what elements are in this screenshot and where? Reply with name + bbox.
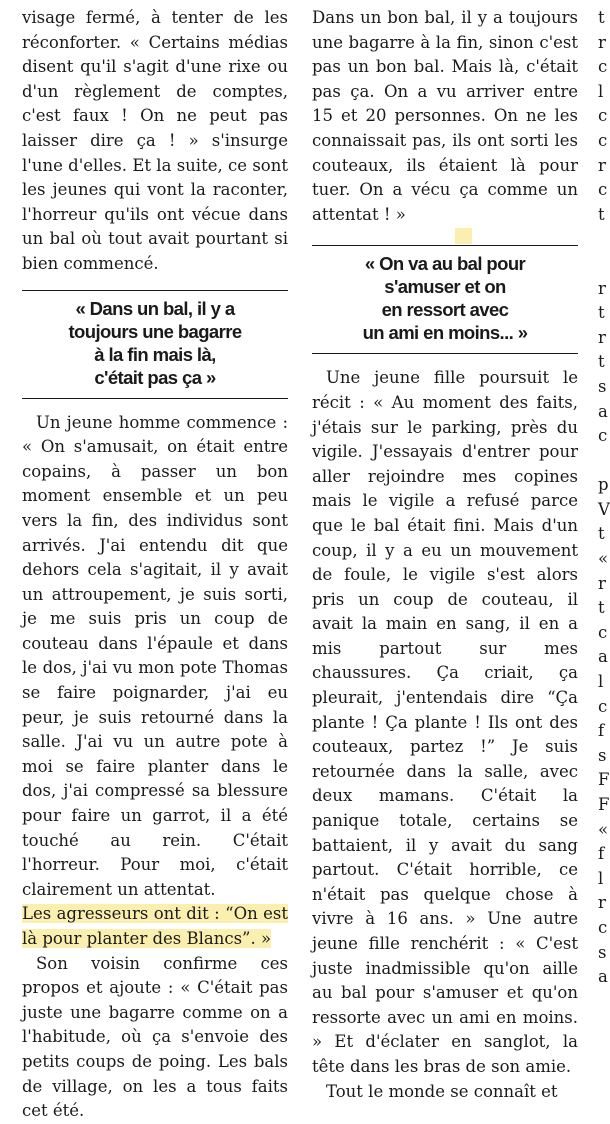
pull-quote-line: c'était pas ça »: [94, 366, 216, 388]
cropped-line-start: t: [598, 303, 605, 323]
cropped-line-start: V: [598, 499, 610, 519]
pull-quote-line: s'amuser et on: [384, 276, 506, 298]
cropped-line-start: f: [598, 721, 605, 741]
pull-quote-line: en ressort avec: [381, 299, 509, 321]
cropped-line-start: F: [598, 770, 610, 790]
cropped-line-start: s: [598, 942, 607, 962]
pull-quote-line: « On va au bal pour: [364, 253, 526, 275]
cropped-line-start: r: [598, 327, 606, 347]
pull-quote-line: un ami en moins... »: [362, 322, 528, 344]
cropped-line-start: p: [598, 475, 609, 495]
cropped-line-start: a: [598, 647, 608, 667]
cropped-line-start: l: [598, 672, 604, 692]
pull-quote-line: « Dans un bal, il y a: [75, 297, 235, 319]
cropped-line-start: [598, 227, 607, 252]
cropped-line-start: t: [598, 204, 605, 224]
cropped-line-start: s: [598, 376, 607, 396]
paragraph: Un jeune homme commence : « On s'amusait, on était entre copains, à passer un bon moment ensemble et un peu vers la fin, des individus sont arrivés. J'ai entendu dit que dehors cela s'agitait, il y avait un attroupement, je suis sorti, je me suis pris un coup de couteau dans l'épaule et dans le dos, j'ai vu mon pote Thomas se faire poignarder, j'ai eu peur, je suis retourné dans la salle. J'ai vu un autre pote à moi se faire planter dans le dos, j'ai compressé sa blessure pour faire un garrot, il a été touché au rein. C'était l'horreur. Pour moi, c'était clairement un attentat.: [22, 412, 288, 899]
cropped-line-start: t: [598, 598, 605, 618]
column-1: [22, 6, 288, 1124]
cropped-line-start: c: [598, 426, 608, 446]
cropped-line-start: f: [598, 844, 605, 864]
highlighted-quote: Les agresseurs ont dit : “On est là pour planter des Blancs”. »: [22, 904, 288, 948]
cropped-line-start: l: [598, 81, 604, 101]
cropped-line-start: s: [598, 745, 607, 765]
paragraph: Son voisin confirme ces propos et ajoute : « C'était pas juste une bagarre comme on a l'habitude, où ça s'envoie des petits coups de poing. Les bals de village, on les a tous faits cet été.: [22, 953, 288, 1121]
cropped-line-start: c: [598, 917, 608, 937]
cropped-line-start: a: [598, 967, 608, 987]
pull-quote-line: à la fin mais là,: [94, 343, 216, 365]
cropped-line-start: r: [598, 278, 606, 298]
cropped-line-start: «: [598, 819, 609, 839]
cropped-line-start: c: [598, 57, 608, 77]
column-3-cropped: [598, 6, 610, 990]
cropped-line-start: l: [598, 868, 604, 888]
cropped-line-start: c: [598, 622, 608, 642]
column-2: [312, 6, 578, 1104]
paragraph: Tout le monde se connaît et: [326, 1081, 558, 1101]
cropped-line-start: t: [598, 8, 605, 27]
cropped-line-start: t: [598, 524, 605, 544]
paragraph: Dans un bon bal, il y a toujours une bagarre à la fin, sinon c'est pas un bon bal. Mais là, c'était pas ça. On a vu arriver entre 15 et 20 personnes. On ne les connaissait pas, ils ont sorti les couteaux, ils étaient là pour tuer. On a vécu ça comme un attentat ! »: [312, 8, 578, 224]
cropped-line-start: r: [598, 573, 606, 593]
cropped-line-start: F: [598, 795, 610, 814]
cropped-line-start: r: [598, 893, 606, 913]
cropped-line-start: c: [598, 180, 608, 200]
cropped-line-start: «: [598, 549, 609, 569]
cropped-line-start: c: [598, 696, 608, 716]
pull-quote: [312, 245, 578, 354]
cropped-line-start: r: [598, 32, 606, 52]
cropped-line-start: t: [598, 352, 605, 372]
cropped-line-start: r: [598, 155, 606, 175]
cropped-line-start: [598, 449, 607, 474]
cropped-line-start: [598, 252, 607, 277]
paragraph: visage fermé, à tenter de les réconforter. « Certains médias disent qu'il s'agit d'une rixe ou d'un règlement de comptes, c'est faux ! On ne peut pas laisser dire ça ! » s'insurge l'une d'elles. Et la suite, ce sont les jeunes qui vont la raconter, l'horreur qu'ils ont vécue dans un bal où tout avait pourtant si bien commencé.: [22, 8, 288, 273]
highlight-mark: [455, 228, 472, 244]
cropped-line-start: c: [598, 106, 608, 126]
pull-quote-line: toujours une bagarre: [68, 320, 242, 342]
cropped-line-start: a: [598, 401, 608, 421]
paragraph: Une jeune fille poursuit le récit : « Au moment des faits, j'étais sur le parking, près du vigile. J'essayais d'entrer pour aller rejoindre mes copines mais le vigile a refusé parce que le bal était fini. Mais d'un coup, il y a eu un mouvement de foule, le vigile s'est alors pris un coup de couteau, il avait la main en sang, il en a mis partout sur mes chaussures. Ça criait, ça pleurait, j'entendais dire “Ça plante ! Ça plante ! Ils ont des couteaux, partez !” Je suis retournée dans la salle, avec deux mamans. C'était la panique totale, certains se battaient, il y avait du sang partout. C'était horrible, ce n'était pas quelque chose à vivre à 16 ans. » Une autre jeune fille renchérit : « C'est juste inadmissible qu'on aille au bal pour s'amuser et qu'on ressorte avec un ami en moins. » Et d'éclater en sanglot, la tête dans les bras de son amie.: [312, 368, 578, 1076]
highlighted-text: [22, 902, 288, 951]
cropped-line-start: c: [598, 130, 608, 150]
pull-quote: [22, 290, 288, 399]
